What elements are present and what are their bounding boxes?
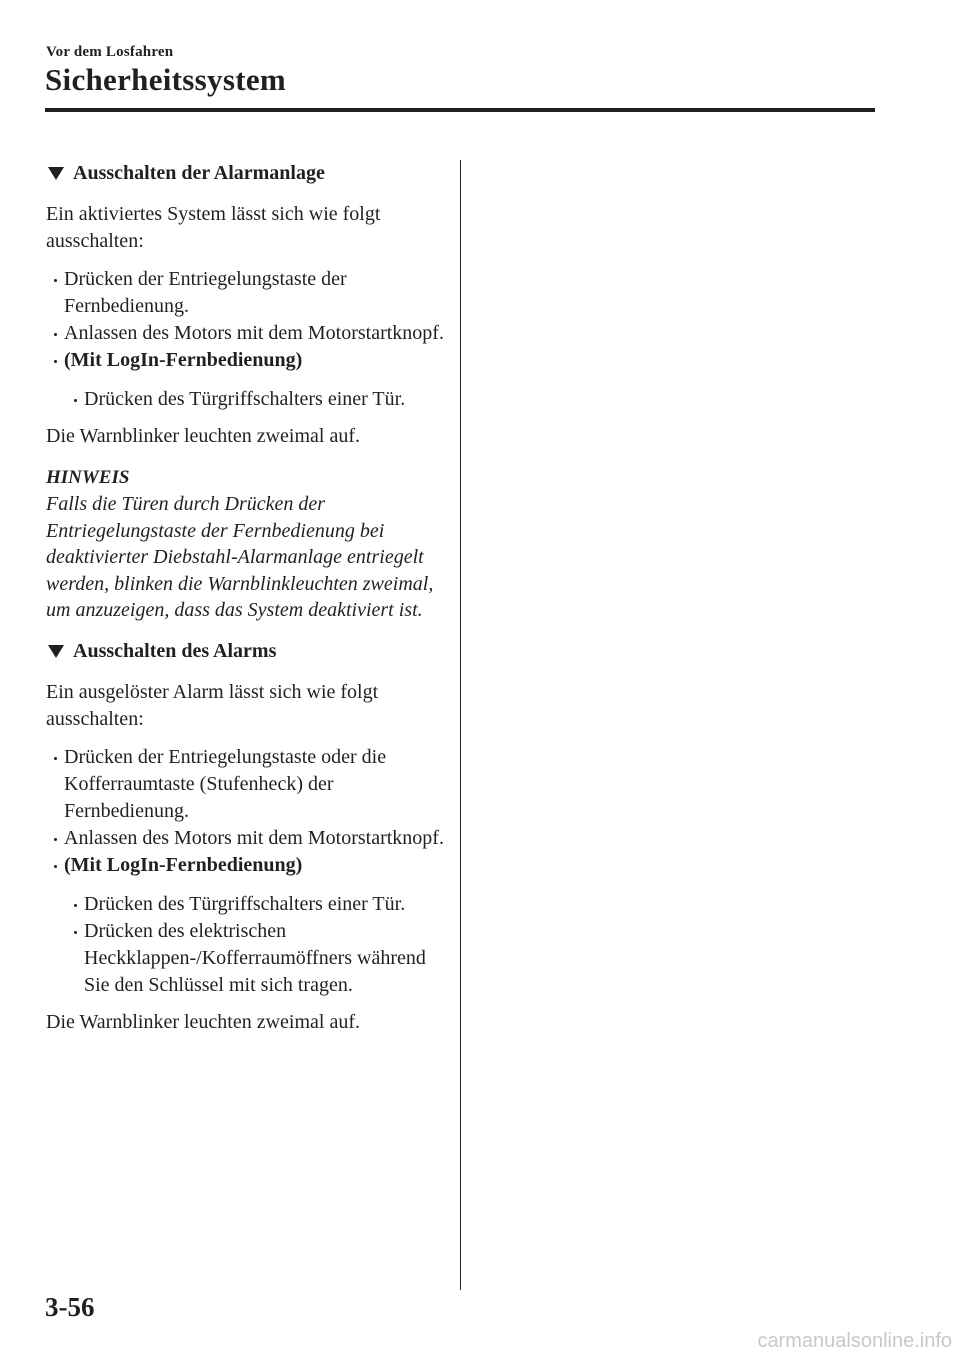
note-text: Falls die Türen durch Drücken der Entriegelungstaste der Fernbedienung bei deaktivierter Diebstahl-Alarmanlage entriegelt werden, blinken die Warnblinkleuchten zweimal, um anzuzeigen, dass das System deaktiviert ist. <box>46 493 434 621</box>
bullet-list <box>46 744 446 999</box>
page-title: Sicherheitssystem <box>45 62 287 97</box>
list-item: Drücken der Entriegelungstaste oder die Kofferraumtaste (Stufenheck) der Fernbedienung. <box>46 744 446 825</box>
list-item-heading: (Mit LogIn-Fernbedienung) <box>46 852 446 879</box>
sub-list-item: Drücken des Türgriffschalters einer Tür. <box>46 386 446 413</box>
section-label: Vor dem Losfahren <box>46 44 174 60</box>
sub-list-item: Drücken des Türgriffschalters einer Tür. <box>46 891 446 918</box>
left-column <box>46 156 446 1047</box>
triangle-down-icon <box>48 645 64 658</box>
watermark: carmanualsonline.info <box>757 1330 952 1352</box>
list-item: Anlassen des Motors mit dem Motorstartknopf. <box>46 825 446 852</box>
sub-list-item: Drücken des elektrischen Heckklappen-/Kofferraumöffners während Sie den Schlüssel mit sich tragen. <box>46 918 446 999</box>
triangle-down-icon <box>48 167 64 180</box>
bullet-list <box>46 266 446 413</box>
list-item: Anlassen des Motors mit dem Motorstartknopf. <box>46 320 446 347</box>
paragraph: Die Warnblinker leuchten zweimal auf. <box>46 1010 361 1033</box>
paragraph: Ein aktiviertes System lässt sich wie folgt ausschalten: <box>46 203 381 252</box>
section-heading-text: Ausschalten des Alarms <box>73 639 277 662</box>
title-rule <box>45 108 875 112</box>
note-title: HINWEIS <box>46 467 130 488</box>
list-item: Drücken der Entriegelungstaste der Fernbedienung. <box>46 266 446 320</box>
list-item-heading: (Mit LogIn-Fernbedienung) <box>46 347 446 374</box>
column-divider <box>460 160 461 1290</box>
paragraph: Die Warnblinker leuchten zweimal auf. <box>46 425 361 447</box>
section-heading <box>46 638 446 665</box>
paragraph: Ein ausgelöster Alarm lässt sich wie folgt ausschalten: <box>46 680 379 730</box>
section-heading-text: Ausschalten der Alarmanlage <box>73 162 325 184</box>
page-number: 3-56 <box>45 1292 95 1322</box>
section-heading <box>46 160 446 187</box>
